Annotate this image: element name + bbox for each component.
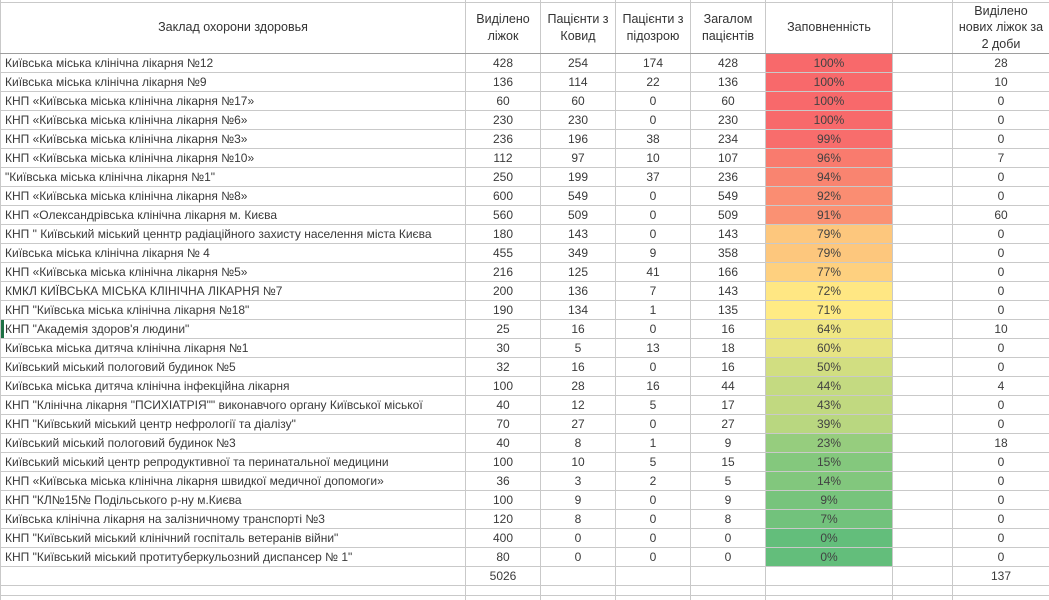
cell-empty[interactable] [893, 149, 953, 168]
table-row [1, 111, 1049, 130]
cell-empty[interactable] [893, 320, 953, 339]
cell-new-beds-2days[interactable]: 0 [953, 548, 1049, 567]
cell-suspected-patients[interactable]: 0 [616, 548, 691, 567]
table-row [1, 339, 1049, 358]
cell-covid-patients[interactable]: 0 [541, 529, 616, 548]
table-row [1, 54, 1049, 73]
cell-new-beds-2days[interactable]: 0 [953, 339, 1049, 358]
cell-occupancy[interactable]: 9% [766, 491, 893, 510]
cell-empty[interactable] [893, 415, 953, 434]
cell-facility-name[interactable]: КНП «Київська міська клінічна лікарня №10» [1, 149, 466, 168]
cell-suspected-patients[interactable]: 37 [616, 168, 691, 187]
cell-occupancy[interactable]: 92% [766, 187, 893, 206]
cell-facility-name[interactable]: Київська міська клінічна лікарня № 4 [1, 244, 466, 263]
cell-occupancy[interactable]: 96% [766, 149, 893, 168]
cell-empty[interactable] [893, 434, 953, 453]
cell-facility-name[interactable]: КНП "Київський міський протитуберкульозний диспансер № 1" [1, 548, 466, 567]
cell-new-beds-2days[interactable]: 28 [953, 54, 1049, 73]
table-row [1, 396, 1049, 415]
cell-empty[interactable] [893, 548, 953, 567]
cell-allocated-beds[interactable]: 112 [466, 149, 541, 168]
cell-covid-patients[interactable]: 349 [541, 244, 616, 263]
cell-new-beds-2days[interactable]: 0 [953, 168, 1049, 187]
cell-facility-name[interactable]: КНП "Київський міський клінічний госпіталь ветеранів війни" [1, 529, 466, 548]
cell-new-beds-2days[interactable]: 0 [953, 396, 1049, 415]
cell-total-patients[interactable]: 60 [691, 92, 766, 111]
cell-allocated-beds[interactable]: 60 [466, 92, 541, 111]
cell-empty[interactable] [893, 130, 953, 149]
table-row [1, 491, 1049, 510]
cell-facility-name[interactable]: Київський міський пологовий будинок №3 [1, 434, 466, 453]
cell-covid-patients[interactable]: 114 [541, 73, 616, 92]
cell-empty[interactable] [691, 586, 766, 596]
cell-suspected-patients[interactable]: 0 [616, 529, 691, 548]
cell-facility-name[interactable]: КНП "Київська міська клінічна лікарня №18" [1, 301, 466, 320]
cell-facility-name[interactable]: Київська міська клінічна лікарня №12 [1, 54, 466, 73]
cell-total-patients[interactable]: 107 [691, 149, 766, 168]
cell-allocated-beds[interactable]: 400 [466, 529, 541, 548]
cell-suspected-patients[interactable]: 16 [616, 377, 691, 396]
cell-new-beds-2days[interactable]: 0 [953, 358, 1049, 377]
cell-allocated-beds[interactable]: 250 [466, 168, 541, 187]
table-row [1, 320, 1049, 339]
cell-facility-name[interactable]: КНП «Київська міська клінічна лікарня №8» [1, 187, 466, 206]
cell-total-patients[interactable]: 428 [691, 54, 766, 73]
cell-suspected-patients[interactable]: 0 [616, 187, 691, 206]
cell-new-beds-2days[interactable]: 0 [953, 92, 1049, 111]
cell-total-patients[interactable]: 230 [691, 111, 766, 130]
cell-suspected-patients[interactable]: 9 [616, 244, 691, 263]
header-covid-patients[interactable]: Пацієнти з Ковид [541, 2, 616, 54]
cell-allocated-beds[interactable]: 40 [466, 396, 541, 415]
cell-total-patients[interactable]: 135 [691, 301, 766, 320]
cell-covid-patients[interactable]: 143 [541, 225, 616, 244]
cell-occupancy[interactable]: 50% [766, 358, 893, 377]
cell-covid-patients[interactable]: 199 [541, 168, 616, 187]
table-row [1, 149, 1049, 168]
cell-new-beds-2days[interactable]: 0 [953, 130, 1049, 149]
cell-total-patients[interactable]: 27 [691, 415, 766, 434]
table-row [1, 510, 1049, 529]
table-body [1, 54, 1049, 600]
cell-empty[interactable] [893, 491, 953, 510]
table-row [1, 301, 1049, 320]
cell-suspected-patients[interactable]: 174 [616, 54, 691, 73]
cell-empty[interactable] [893, 586, 953, 596]
cell-covid-patients[interactable]: 196 [541, 130, 616, 149]
cell-total-patients[interactable]: 9 [691, 434, 766, 453]
cell-empty[interactable] [541, 567, 616, 586]
cell-allocated-beds[interactable]: 25 [466, 320, 541, 339]
cell-empty[interactable] [893, 92, 953, 111]
cell-occupancy[interactable]: 94% [766, 168, 893, 187]
table-row [1, 73, 1049, 92]
cell-empty[interactable] [466, 586, 541, 596]
cell-facility-name[interactable]: КНП «Київська міська клінічна лікарня №5» [1, 263, 466, 282]
cell-suspected-patients[interactable]: 0 [616, 415, 691, 434]
cell-new-beds-2days[interactable]: 0 [953, 415, 1049, 434]
cell-empty[interactable] [1, 596, 466, 600]
cell-empty[interactable] [893, 339, 953, 358]
cell-new-beds-2days[interactable]: 0 [953, 244, 1049, 263]
cell-covid-patients[interactable]: 8 [541, 434, 616, 453]
header-total-patients[interactable]: Загалом пацієнтів [691, 2, 766, 54]
cell-total-patients[interactable]: 8 [691, 510, 766, 529]
cell-covid-patients[interactable]: 125 [541, 263, 616, 282]
cell-empty[interactable] [893, 282, 953, 301]
cell-total-patients[interactable]: 236 [691, 168, 766, 187]
cell-covid-patients[interactable]: 28 [541, 377, 616, 396]
cell-occupancy[interactable]: 99% [766, 130, 893, 149]
cell-facility-name[interactable]: "Київська міська клінічна лікарня №1" [1, 168, 466, 187]
cell-covid-patients[interactable]: 5 [541, 339, 616, 358]
cell-total-patients[interactable]: 143 [691, 225, 766, 244]
table-row [1, 377, 1049, 396]
cell-occupancy[interactable]: 0% [766, 548, 893, 567]
cell-facility-name[interactable]: Київська клінічна лікарня на залізничному транспорті №3 [1, 510, 466, 529]
cell-covid-patients[interactable]: 230 [541, 111, 616, 130]
cell-total-patients[interactable]: 143 [691, 282, 766, 301]
cell-empty[interactable] [766, 586, 893, 596]
cell-covid-patients[interactable]: 16 [541, 320, 616, 339]
cell-suspected-patients[interactable]: 1 [616, 434, 691, 453]
cell-covid-patients[interactable]: 0 [541, 548, 616, 567]
empty-row [1, 596, 1049, 600]
cell-total-patients[interactable]: 234 [691, 130, 766, 149]
table-row [1, 225, 1049, 244]
header-allocated-beds[interactable]: Виділено ліжок [466, 2, 541, 54]
cell-total-patients[interactable]: 549 [691, 187, 766, 206]
cell-new-beds-2days[interactable]: 0 [953, 263, 1049, 282]
cell-covid-patients[interactable]: 12 [541, 396, 616, 415]
cell-suspected-patients[interactable]: 41 [616, 263, 691, 282]
cell-occupancy[interactable]: 72% [766, 282, 893, 301]
cell-empty[interactable] [893, 567, 953, 586]
header-suspected-patients[interactable]: Пацієнти з підозрою [616, 2, 691, 54]
cell-occupancy[interactable]: 79% [766, 244, 893, 263]
cell-total-patients[interactable]: 5 [691, 472, 766, 491]
cell-empty[interactable] [893, 73, 953, 92]
cell-new-beds-2days[interactable]: 0 [953, 472, 1049, 491]
cell-covid-patients[interactable]: 16 [541, 358, 616, 377]
header-occupancy[interactable]: Заповненність [766, 2, 893, 54]
cell-facility-name[interactable]: Київська міська клінічна лікарня №9 [1, 73, 466, 92]
cell-new-beds-2days[interactable]: 0 [953, 187, 1049, 206]
cell-covid-patients[interactable]: 8 [541, 510, 616, 529]
cell-empty[interactable] [893, 244, 953, 263]
cell-allocated-beds[interactable]: 230 [466, 111, 541, 130]
cell-suspected-patients[interactable]: 10 [616, 149, 691, 168]
cell-suspected-patients[interactable]: 38 [616, 130, 691, 149]
cell-allocated-beds[interactable]: 36 [466, 472, 541, 491]
cell-covid-patients[interactable]: 3 [541, 472, 616, 491]
cell-suspected-patients[interactable]: 0 [616, 92, 691, 111]
cell-allocated-beds[interactable]: 40 [466, 434, 541, 453]
header-new-beds-2days[interactable]: Виділено нових ліжок за 2 доби [953, 2, 1049, 54]
table-row [1, 130, 1049, 149]
cell-covid-patients[interactable]: 254 [541, 54, 616, 73]
cell-occupancy[interactable]: 23% [766, 434, 893, 453]
cell-empty[interactable] [616, 596, 691, 600]
totals-row [1, 567, 1049, 586]
table-row [1, 415, 1049, 434]
cell-facility-name[interactable]: Київський міський центр репродуктивної та перинатальної медицини [1, 453, 466, 472]
cell-covid-patients[interactable]: 10 [541, 453, 616, 472]
cell-total-patients[interactable]: 509 [691, 206, 766, 225]
cell-empty[interactable] [1, 586, 466, 596]
cell-empty[interactable] [691, 596, 766, 600]
cell-suspected-patients[interactable]: 5 [616, 453, 691, 472]
cell-total-patients[interactable]: 358 [691, 244, 766, 263]
cell-facility-name[interactable]: КМКЛ КИЇВСЬКА МІСЬКА КЛІНІЧНА ЛІКАРНЯ №7 [1, 282, 466, 301]
cell-empty[interactable] [893, 396, 953, 415]
cell-new-beds-2days[interactable]: 60 [953, 206, 1049, 225]
cell-occupancy[interactable]: 15% [766, 453, 893, 472]
cell-new-beds-2days[interactable]: 18 [953, 434, 1049, 453]
cell-covid-patients[interactable]: 549 [541, 187, 616, 206]
cell-occupancy[interactable]: 79% [766, 225, 893, 244]
cell-empty[interactable] [893, 529, 953, 548]
table-row [1, 168, 1049, 187]
cell-allocated-beds[interactable]: 200 [466, 282, 541, 301]
cell-empty[interactable] [893, 206, 953, 225]
cell-empty[interactable] [893, 225, 953, 244]
cell-new-beds-2days[interactable]: 0 [953, 225, 1049, 244]
table-row [1, 244, 1049, 263]
header-facility[interactable]: Заклад охорони здоровья [1, 2, 466, 54]
cell-new-beds-2days[interactable]: 4 [953, 377, 1049, 396]
cell-allocated-beds[interactable]: 136 [466, 73, 541, 92]
cell-total-patients[interactable]: 166 [691, 263, 766, 282]
cell-empty[interactable] [893, 453, 953, 472]
cell-suspected-patients[interactable]: 0 [616, 225, 691, 244]
cell-empty[interactable] [893, 187, 953, 206]
cell-total-patients[interactable]: 9 [691, 491, 766, 510]
cell-covid-patients[interactable]: 27 [541, 415, 616, 434]
cell-total-patients[interactable]: 17 [691, 396, 766, 415]
cell-total-patients[interactable]: 15 [691, 453, 766, 472]
cell-empty[interactable] [691, 567, 766, 586]
table-row [1, 358, 1049, 377]
cell-allocated-beds[interactable]: 216 [466, 263, 541, 282]
cell-facility-name[interactable]: Київська міська дитяча клінічна лікарня №1 [1, 339, 466, 358]
cell-allocated-beds[interactable]: 32 [466, 358, 541, 377]
table-row [1, 529, 1049, 548]
cell-empty[interactable] [766, 596, 893, 600]
cell-allocated-beds[interactable]: 100 [466, 491, 541, 510]
table-row [1, 282, 1049, 301]
table-header [1, 0, 1049, 54]
cell-total-patients[interactable]: 136 [691, 73, 766, 92]
cell-new-beds-2days[interactable]: 0 [953, 529, 1049, 548]
cell-occupancy[interactable]: 60% [766, 339, 893, 358]
cell-new-beds-2days[interactable]: 7 [953, 149, 1049, 168]
cell-allocated-beds[interactable]: 236 [466, 130, 541, 149]
cell-allocated-beds[interactable]: 560 [466, 206, 541, 225]
cell-total-beds[interactable]: 5026 [466, 567, 541, 586]
cell-new-beds-2days[interactable]: 0 [953, 491, 1049, 510]
cell-facility-name[interactable]: КНП "Київський міський центр нефрології та діалізу" [1, 415, 466, 434]
table-row [1, 92, 1049, 111]
cell-allocated-beds[interactable]: 100 [466, 453, 541, 472]
cell-new-beds-2days[interactable]: 0 [953, 282, 1049, 301]
cell-facility-name[interactable]: Київська міська дитяча клінічна інфекційна лікарня [1, 377, 466, 396]
cell-covid-patients[interactable]: 136 [541, 282, 616, 301]
cell-covid-patients[interactable]: 97 [541, 149, 616, 168]
cell-occupancy[interactable]: 43% [766, 396, 893, 415]
cell-occupancy[interactable]: 77% [766, 263, 893, 282]
cell-empty[interactable] [616, 586, 691, 596]
cell-occupancy[interactable]: 100% [766, 111, 893, 130]
cell-occupancy[interactable]: 64% [766, 320, 893, 339]
cell-suspected-patients[interactable]: 0 [616, 510, 691, 529]
cell-facility-name[interactable]: КНП «Київська міська клінічна лікарня №3» [1, 130, 466, 149]
cell-covid-patients[interactable]: 134 [541, 301, 616, 320]
cell-total-patients[interactable]: 18 [691, 339, 766, 358]
cell-occupancy[interactable]: 14% [766, 472, 893, 491]
cell-total-patients[interactable]: 16 [691, 320, 766, 339]
table-row [1, 434, 1049, 453]
row-marker [1, 320, 4, 338]
cell-allocated-beds[interactable]: 190 [466, 301, 541, 320]
cell-occupancy[interactable]: 39% [766, 415, 893, 434]
table-row [1, 548, 1049, 567]
cell-empty[interactable] [893, 377, 953, 396]
cell-facility-name[interactable]: КНП "Академія здоров'я людини" [1, 320, 466, 339]
cell-empty[interactable] [893, 510, 953, 529]
cell-empty[interactable] [541, 596, 616, 600]
cell-occupancy[interactable]: 91% [766, 206, 893, 225]
cell-allocated-beds[interactable]: 600 [466, 187, 541, 206]
cell-allocated-beds[interactable]: 120 [466, 510, 541, 529]
cell-occupancy[interactable]: 100% [766, 54, 893, 73]
cell-suspected-patients[interactable]: 0 [616, 358, 691, 377]
cell-suspected-patients[interactable]: 0 [616, 320, 691, 339]
cell-empty[interactable] [953, 586, 1049, 596]
cell-empty[interactable] [893, 301, 953, 320]
cell-facility-name[interactable]: Київський міський пологовий будинок №5 [1, 358, 466, 377]
cell-total-patients[interactable]: 0 [691, 529, 766, 548]
cell-suspected-patients[interactable]: 0 [616, 491, 691, 510]
cell-new-beds-2days[interactable]: 0 [953, 453, 1049, 472]
cell-empty[interactable] [466, 596, 541, 600]
cell-allocated-beds[interactable]: 180 [466, 225, 541, 244]
cell-suspected-patients[interactable]: 5 [616, 396, 691, 415]
cell-suspected-patients[interactable]: 2 [616, 472, 691, 491]
cell-empty[interactable] [893, 54, 953, 73]
cell-occupancy[interactable]: 44% [766, 377, 893, 396]
cell-occupancy[interactable]: 7% [766, 510, 893, 529]
cell-covid-patients[interactable]: 509 [541, 206, 616, 225]
cell-facility-name[interactable]: КНП «Київська міська клінічна лікарня №6» [1, 111, 466, 130]
cell-total-patients[interactable]: 0 [691, 548, 766, 567]
cell-new-beds-2days[interactable]: 10 [953, 73, 1049, 92]
cell-empty[interactable] [953, 596, 1049, 600]
cell-empty[interactable] [616, 567, 691, 586]
cell-total-patients[interactable]: 16 [691, 358, 766, 377]
cell-suspected-patients[interactable]: 1 [616, 301, 691, 320]
cell-facility-name[interactable] [1, 567, 466, 586]
cell-empty[interactable] [893, 472, 953, 491]
cell-empty[interactable] [893, 358, 953, 377]
cell-new-beds-2days[interactable]: 0 [953, 301, 1049, 320]
cell-facility-name[interactable]: КНП "КЛ№15№ Подільського р-ну м.Києва [1, 491, 466, 510]
cell-covid-patients[interactable]: 60 [541, 92, 616, 111]
empty-row [1, 586, 1049, 596]
cell-occupancy[interactable]: 100% [766, 73, 893, 92]
cell-suspected-patients[interactable]: 0 [616, 111, 691, 130]
cell-suspected-patients[interactable]: 7 [616, 282, 691, 301]
cell-occupancy[interactable]: 0% [766, 529, 893, 548]
cell-allocated-beds[interactable]: 70 [466, 415, 541, 434]
cell-suspected-patients[interactable]: 22 [616, 73, 691, 92]
cell-covid-patients[interactable]: 9 [541, 491, 616, 510]
cell-facility-name[interactable]: КНП «Київська міська клінічна лікарня №17» [1, 92, 466, 111]
table-row [1, 453, 1049, 472]
cell-facility-name[interactable]: КНП «Олександрівська клінічна лікарня м. Києва [1, 206, 466, 225]
cell-total-new-beds[interactable]: 137 [953, 567, 1049, 586]
cell-facility-name[interactable]: КНП " Київський міський ценнтр радіаційного захисту населення міста Києва [1, 225, 466, 244]
cell-allocated-beds[interactable]: 100 [466, 377, 541, 396]
cell-facility-name[interactable]: КНП "Клінічна лікарня "ПСИХІАТРІЯ"" виконавчого органу Київської міської [1, 396, 466, 415]
header-row [1, 2, 1049, 54]
cell-empty[interactable] [893, 596, 953, 600]
cell-empty[interactable] [766, 567, 893, 586]
cell-allocated-beds[interactable]: 30 [466, 339, 541, 358]
cell-allocated-beds[interactable]: 428 [466, 54, 541, 73]
cell-new-beds-2days[interactable]: 0 [953, 510, 1049, 529]
table-row [1, 206, 1049, 225]
cell-empty[interactable] [893, 263, 953, 282]
cell-total-patients[interactable]: 44 [691, 377, 766, 396]
table-row [1, 187, 1049, 206]
cell-suspected-patients[interactable]: 0 [616, 206, 691, 225]
table-row [1, 472, 1049, 491]
cell-occupancy[interactable]: 71% [766, 301, 893, 320]
cell-empty[interactable] [541, 586, 616, 596]
cell-facility-name[interactable]: КНП «Київська міська клінічна лікарня швидкої медичної допомоги» [1, 472, 466, 491]
table-row [1, 263, 1049, 282]
cell-new-beds-2days[interactable]: 0 [953, 111, 1049, 130]
cell-empty[interactable] [893, 111, 953, 130]
cell-suspected-patients[interactable]: 13 [616, 339, 691, 358]
cell-allocated-beds[interactable]: 80 [466, 548, 541, 567]
cell-empty[interactable] [893, 168, 953, 187]
cell-occupancy[interactable]: 100% [766, 92, 893, 111]
cell-new-beds-2days[interactable]: 10 [953, 320, 1049, 339]
cell-allocated-beds[interactable]: 455 [466, 244, 541, 263]
header-empty-column[interactable] [893, 2, 953, 54]
